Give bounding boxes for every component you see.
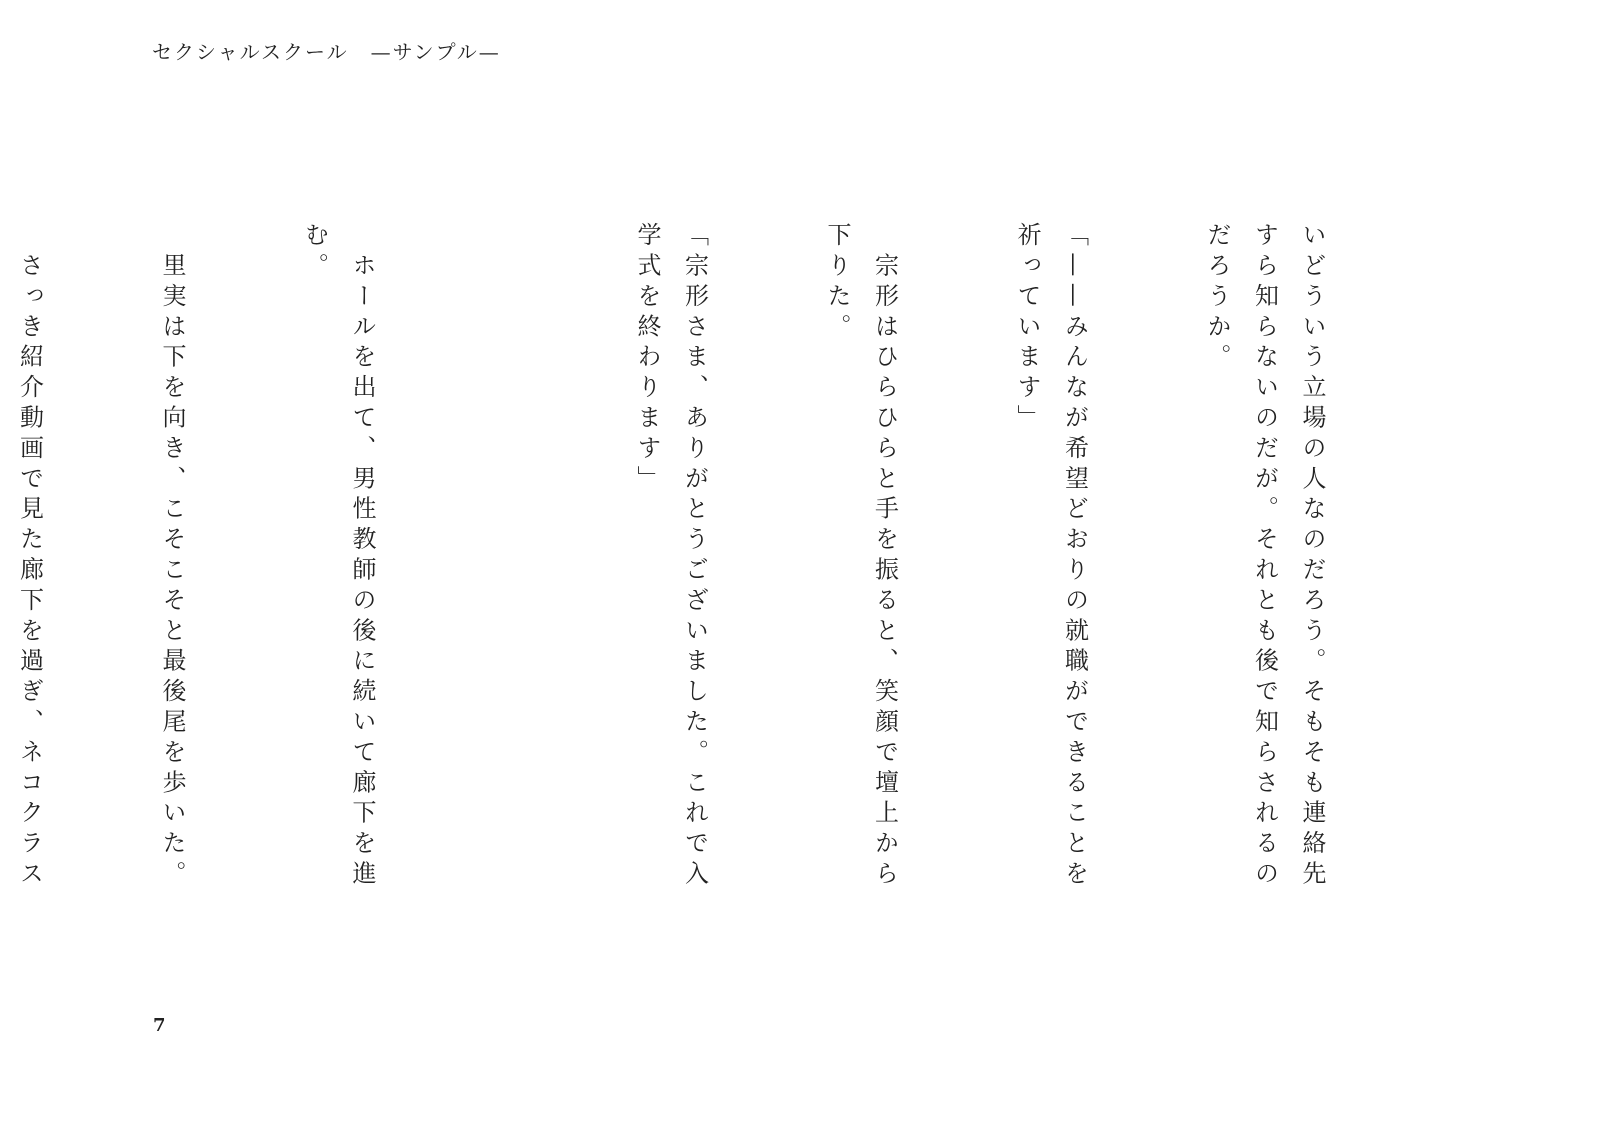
paragraph: さっき紹介動画で見た廊下を過ぎ、ネコクラス <box>15 252 44 891</box>
paragraph: ホールを出て、男性教師の後に続いて廊下を進む。 <box>300 222 376 891</box>
paragraph: 「宗形さま、ありがとうございました。これで入学式を終わります」 <box>633 222 709 891</box>
paragraph: 宗形はひらひらと手を振ると、笑顔で壇上から下りた。 <box>823 222 899 891</box>
blank-line <box>480 222 528 912</box>
paragraph: 「——みんなが希望どおりの就職ができることを祈っています」 <box>1013 222 1089 891</box>
paragraph: 里実は下を向き、こそこそと最後尾を歩いた。 <box>158 222 186 891</box>
running-header: セクシャルスクール —サンプル— <box>152 40 501 64</box>
page-number: 7 <box>153 1015 166 1036</box>
vertical-body-text <box>0 222 1430 912</box>
paragraph: いどういう立場の人なのだろう。そもそも連絡先すら知らないのだが。それとも後で知らされるのだろうか。 <box>1203 222 1326 891</box>
